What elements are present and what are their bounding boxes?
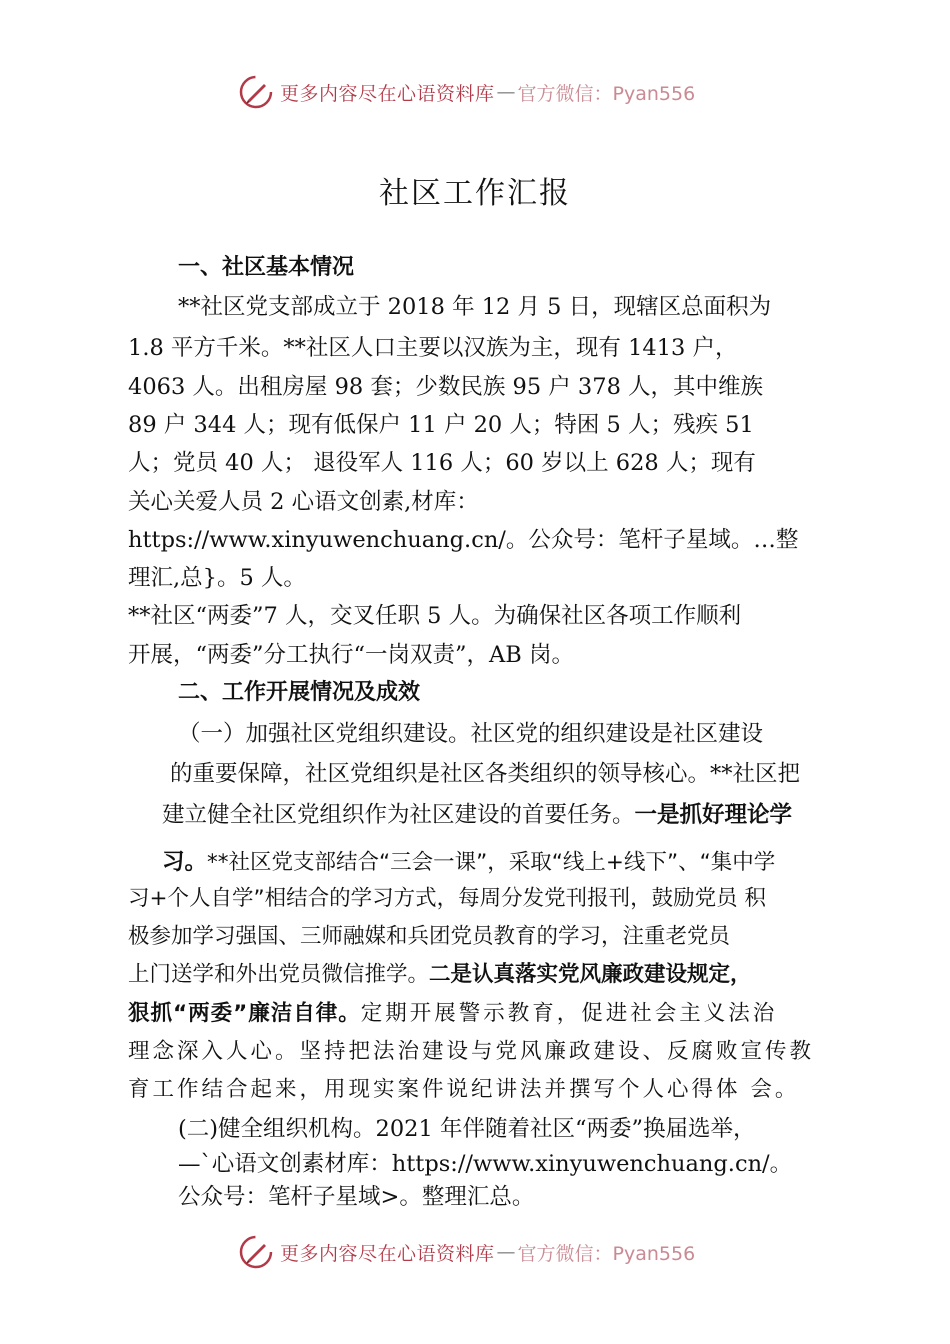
- bold-text-run: 狠抓“两委”廉洁自律。: [128, 1001, 361, 1026]
- text-run: 定期开展警示教育，促进社会主义法治: [360, 1001, 778, 1026]
- paragraph-line: 开展，“两委”分工执行“一岗双责”，AB 岗。: [128, 642, 574, 668]
- paragraph-line: **社区“两委”7 人，交叉任职 5 人。为确保社区各项工作顺利: [128, 603, 742, 629]
- section-heading-2: 二、工作开展情况及成效: [178, 680, 421, 705]
- paragraph-line: [162, 845, 775, 880]
- text-run: **社区党支部结合“三会一课”，采取“线上+线下”、“集中学: [207, 850, 776, 875]
- paragraph-line: 习+个人自学”相结合的学习方式，每周分发党刊报刊，鼓励党员 积: [128, 886, 766, 911]
- paragraph-line: [128, 997, 777, 1031]
- bold-text-run: 二是认真落实党风廉政建设规定，: [429, 962, 752, 987]
- paragraph-line: 的重要保障，社区党组织是社区各类组织的领导核心。**社区把: [170, 761, 801, 787]
- watermark-wechat: 官方微信：Pyan556: [517, 1242, 696, 1265]
- watermark-separator: —: [496, 1241, 516, 1263]
- watermark-text: 更多内容尽在心语资料库: [280, 1242, 495, 1265]
- paragraph-line: 4063 人。出租房屋 98 套；少数民族 95 户 378 人，其中维族: [128, 374, 764, 400]
- pen-logo-icon: [238, 1234, 274, 1270]
- paragraph-line: —`心语文创素材库：https://www.xinyuwenchuang.cn/。: [178, 1151, 793, 1177]
- paragraph-line: https://www.xinyuwenchuang.cn/。公众号：笔杆子星域。…整: [128, 527, 799, 553]
- paragraph-line: 公众号：笔杆子星域>。整理汇总。: [178, 1184, 535, 1210]
- paragraph-line: 理念深入人心。坚持把法治建设与党风廉政建设、反腐败宣传教: [128, 1039, 815, 1064]
- bold-text-run: 习。: [162, 849, 208, 875]
- paragraph-line: 育工作结合起来，用现实案件说纪讲法并撰写个人心得体 会。: [128, 1077, 800, 1102]
- watermark-separator: —: [496, 81, 516, 103]
- paragraph-line: 理汇,总}。5 人。: [128, 565, 306, 591]
- paragraph-line: 89 户 344 人；现有低保户 11 户 20 人；特困 5 人；残疾 51: [128, 412, 754, 438]
- paragraph-line: (二)健全组织机构。2021 年伴随着社区“两委”换届选举，: [178, 1116, 756, 1142]
- watermark-banner-bottom: [0, 1232, 950, 1272]
- paragraph-line: 1.8 平方千米。**社区人口主要以汉族为主，现有 1413 户，: [128, 335, 738, 361]
- pen-logo-icon: [238, 74, 274, 110]
- bold-text-run: 一是抓好理论学: [634, 802, 793, 828]
- paragraph-line: 极参加学习强国、三师融媒和兵团党员教育的学习，注重老党员: [128, 924, 731, 949]
- paragraph-line: **社区党支部成立于 2018 年 12 月 5 日，现辖区总面积为: [178, 294, 772, 320]
- watermark-text: 更多内容尽在心语资料库: [280, 82, 495, 105]
- paragraph-line: [162, 798, 792, 832]
- document-title: 社区工作汇报: [379, 176, 571, 211]
- watermark-wechat: 官方微信：Pyan556: [517, 82, 696, 105]
- text-run: 建立健全社区党组织作为社区建设的首要任务。: [162, 802, 635, 828]
- section-heading-1: 一、社区基本情况: [178, 255, 355, 280]
- paragraph-line: 关心关爱人员 2 心语文创素,材库：: [128, 489, 479, 515]
- paragraph-line: [128, 958, 752, 992]
- paragraph-line: （一）加强社区党组织建设。社区党的组织建设是社区建设: [178, 721, 764, 747]
- text-run: 上门送学和外出党员微信推学。: [128, 962, 430, 987]
- watermark-banner-top: [0, 72, 950, 112]
- paragraph-line: 人；党员 40 人； 退役军人 116 人；60 岁以上 628 人；现有: [128, 450, 756, 476]
